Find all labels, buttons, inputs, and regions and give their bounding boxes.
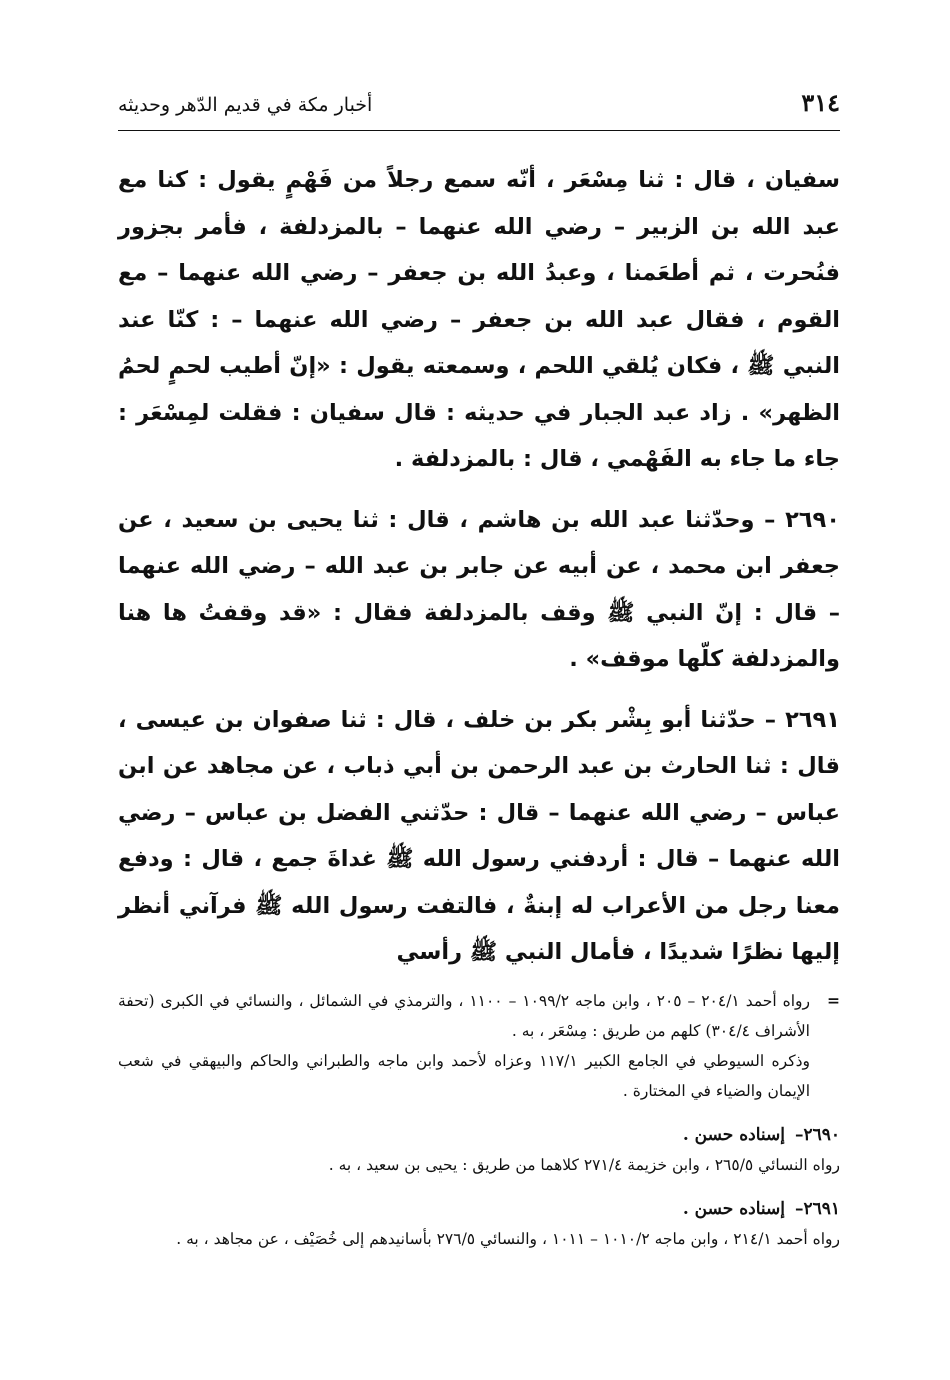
footnotes [118,986,840,1254]
page-number: ٣١٤ [801,88,840,117]
footnote-continuation-text-1: رواه أحمد ٢٠٤/١ – ٢٠٥ ، وابن ماجه ١٠٩٩/٢ – ١١٠٠ ، والترمذي في الشمائل ، والنسائي في الكبرى (تحفة الأشراف ٣٠٤/٤) كلهم من طريق : مِسْعَر ، به . [118,991,810,1040]
footnote-2690-heading [118,1120,840,1150]
page-header [118,88,840,131]
footnote-continuation-text-2: وذكره السيوطي في الجامع الكبير ١١٧/١ وعزاه لأحمد وابن ماجه والطبراني والحاكم والبيهقي في شعب الإيمان والضياء في المختارة . [118,1051,810,1100]
footnote-2691 [118,1194,840,1254]
footnote-2690-grade: إسناده حسن . [682,1124,785,1145]
footnote-continuation [118,986,840,1106]
footnote-2690-text: رواه النسائي ٢٦٥/٥ ، وابن خزيمة ٢٧١/٤ كلاهما من طريق : يحيى بن سعيد ، به . [328,1155,840,1174]
continuation-mark: = [827,990,840,1010]
footnote-2690-number: ٢٦٩٠– [794,1124,840,1145]
main-text [118,157,840,976]
footnote-2691-text: رواه أحمد ٢١٤/١ ، وابن ماجه ١٠١٠/٢ – ١٠١١ ، والنسائي ٢٧٦/٥ بأسانيدهم إلى خُصَيْف ، عن مجاهد ، به . [176,1229,840,1248]
footnote-2690 [118,1120,840,1180]
hadith-2690: ٢٦٩٠ – وحدّثنا عبد الله بن هاشم ، قال : ثنا يحيى بن سعيد ، عن جعفر ابن محمد ، عن أبيه عن جابر بن عبد الله – رضي الله عنهما – قال : إنّ النبي ﷺ وقف بالمزدلفة فقال : «قد وقفتُ ها هنا والمزدلفة كلّها موقف» . [118,506,840,672]
footnote-2691-heading [118,1194,840,1224]
footnote-2691-number: ٢٦٩١– [794,1198,840,1219]
running-title: أخبار مكة في قديم الدّهر وحديثه [118,94,373,116]
paragraph-continuation: سفيان ، قال : ثنا مِسْعَر ، أنّه سمع رجلاً من فَهْمٍ يقول : كنا مع عبد الله بن الزبير – رضي الله عنهما – بالمزدلفة ، فأمر بجزور فنُحرت ، ثم أطعَمنا ، وعبدُ الله بن جعفر – رضي الله عنهما – مع القوم ، فقال عبد الله بن جعفر – رضي الله عنهما – : كنّا عند النبي ﷺ ، فكان يُلقي اللحم ، وسمعته يقول : «إنّ أطيب لحمٍ لحمُ الظهر» . زاد عبد الجبار في حديثه : قال سفيان : فقلت لمِسْعَر : جاء ما جاء به الفَهْمي ، قال : بالمزدلفة . [118,167,840,472]
hadith-2691: ٢٦٩١ – حدّثنا أبو بِشْر بكر بن خلف ، قال : ثنا صفوان بن عيسى ، قال : ثنا الحارث بن عبد الرحمن بن أبي ذباب ، عن مجاهد عن ابن عباس – رضي الله عنهما – قال : حدّثني الفضل بن عباس – رضي الله عنهما – قال : أردفني رسول الله ﷺ غداةَ جمع ، قال : ودفع معنا رجل من الأعراب له إبنةٌ ، فالتفت رسول الله ﷺ فرآني أنظر إليها نظرًا شديدًا ، فأمال النبي ﷺ رأسي [118,706,840,965]
book-page [118,88,840,1254]
footnote-2691-grade: إسناده حسن . [682,1198,785,1219]
